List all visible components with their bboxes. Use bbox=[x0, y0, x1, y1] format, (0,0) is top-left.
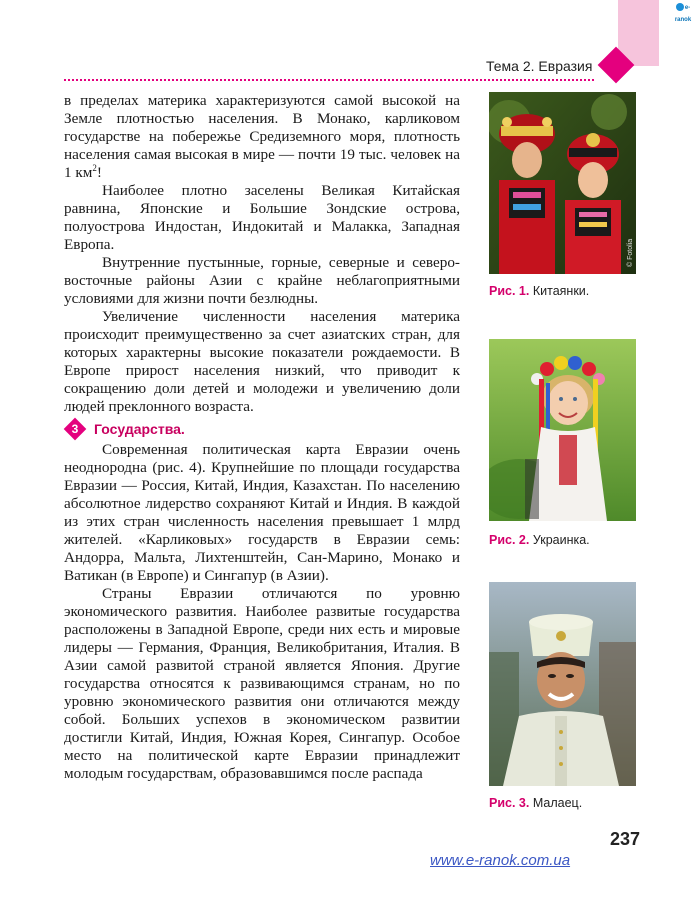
figure-2-caption: Рис. 2. Украинка. bbox=[489, 533, 590, 547]
header-rule bbox=[64, 79, 594, 81]
paragraph: Увеличение численности населения материка происходит преимущественно за счет азиатских стран, для которых характерны высокие показатели рождаемости. В Европе прирост населения низкий, что приводит к сокращению доли детей и молодежи и увеличению доли людей преклонного возраста. bbox=[64, 308, 460, 415]
photo-credit: © Fotolia bbox=[627, 238, 634, 267]
figure-3-caption: Рис. 3. Малаец. bbox=[489, 796, 583, 810]
page-number: 237 bbox=[609, 829, 640, 849]
running-header: Тема 2. Евразия bbox=[486, 58, 593, 74]
section-number-icon: 3 bbox=[64, 418, 86, 440]
paragraph: в пределах материка характеризуются самой высокой на Земле плотностью населения. В Монако, карликовом государстве на побережье Средиземного моря, плотность населения самая высокая в мире — почти 19 тыс. человек на 1 $км^2$! bbox=[64, 92, 460, 181]
paragraph: Страны Евразии отличаются по уровню экономического развития. Наиболее развитые государства расположены в Западной Европе, среди них есть и мировые лидеры — Германия, Франция, Великобритания, Италия. В Азии самой развитой страной является Япония. Другие государства относятся к развивающимся странам, но по уровню экономического развития они отличаются между собой. Больших успехов в экономическом развитии достигли Китай, Индия, Южная Корея, Сингапур. Особое место на политической карте Евразии принадлежит молодым государствам, образовавшимся после распада bbox=[64, 585, 460, 782]
figure-1-photo bbox=[489, 92, 636, 274]
paragraph: Внутренние пустынные, горные, северные и северо-восточные районы Азии с крайне неблагоприятными условиями для жизни почти безлюдны. bbox=[64, 254, 460, 307]
section-title: Государства. bbox=[94, 421, 185, 437]
figure-2-photo bbox=[489, 339, 636, 521]
publisher-logo: e-ranok bbox=[674, 5, 692, 23]
logo-icon bbox=[676, 3, 684, 11]
paragraph: Современная политическая карта Евразии очень неоднородна (рис. 4). Крупнейшие по площади государства Евразии — Россия, Китай, Индия, Казахстан. По населению абсолютное лидерство сохраняют Китай и Индия. В каждой из этих стран численность населения превышает 1 млрд жителей. «Карликовых» государств в Евразии семь: Андорра, Мальта, Лихтенштейн, Сан-Марино, Монако и Ватикан (в Европе) и Сингапур (в Азии). bbox=[64, 441, 460, 584]
figure-3-photo bbox=[489, 582, 636, 786]
main-text-column bbox=[64, 92, 460, 783]
figure-1-caption: Рис. 1. Китаянки. bbox=[489, 284, 590, 298]
paragraph: Наиболее плотно заселены Великая Китайская равнина, Японские и Большие Зондские острова, полуострова Индостан, Индокитай и Малакка, Западная Европа. bbox=[64, 182, 460, 253]
section-heading bbox=[64, 418, 460, 440]
footer-link[interactable]: www.e-ranok.com.ua bbox=[430, 852, 571, 869]
